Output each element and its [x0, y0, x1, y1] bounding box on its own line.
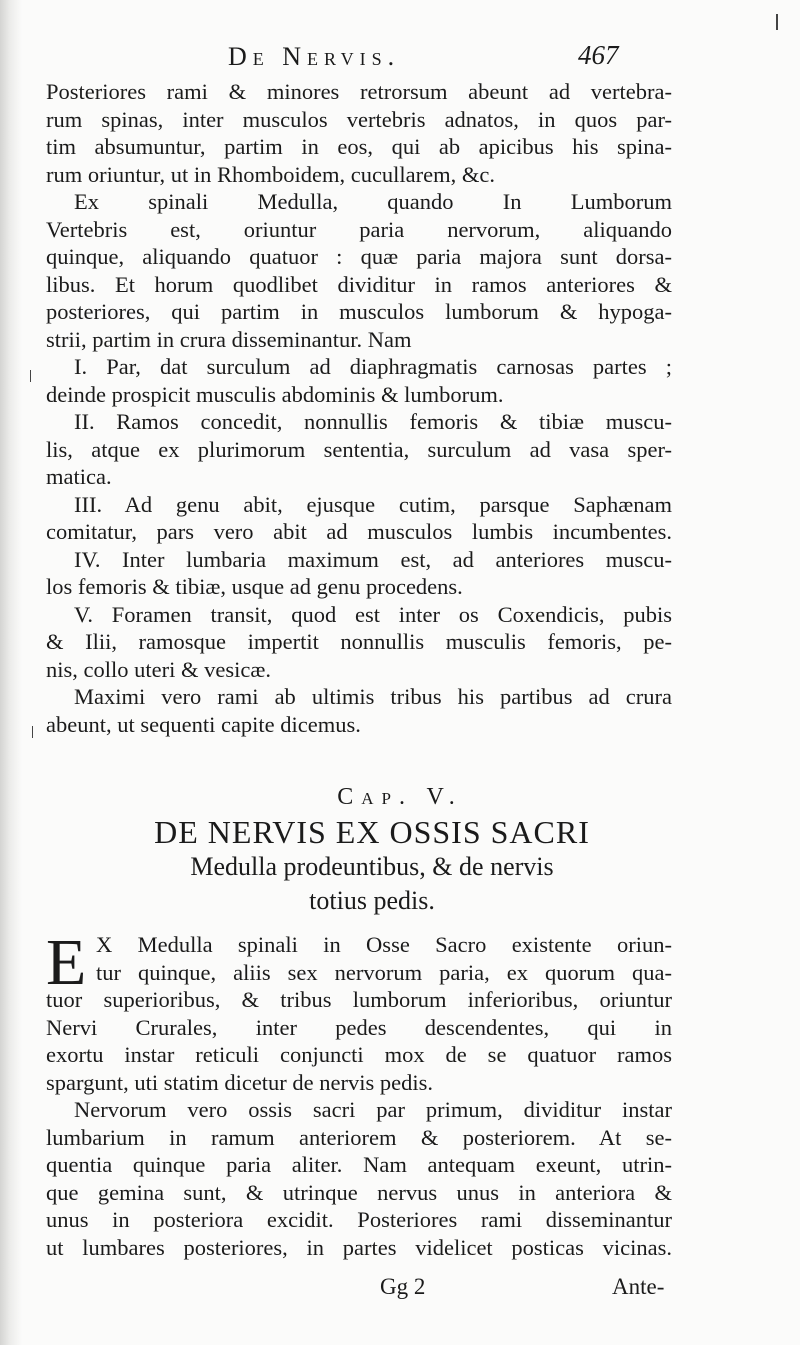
- chapter-subtitle-line-1: Medulla prodeuntibus, & de nervis: [190, 852, 554, 881]
- text-line: quentia quinque paria aliter. Nam antequam exeunt, utrin-: [46, 1152, 672, 1177]
- body-text-section-2: [46, 926, 672, 1261]
- text-line: unus in posteriora excidit. Posteriores rami disseminantur: [46, 1207, 672, 1232]
- text-line: que gemina sunt, & utrinque nervus unus in anteriora &: [46, 1179, 672, 1205]
- text-line: lis, atque ex plurimorum sententia, surculum ad vasa sper-: [46, 436, 672, 462]
- chapter-title: DE NERVIS EX OSSIS SACRI: [154, 814, 590, 850]
- text-line: V. Foramen transit, quod est inter os Coxendicis, pubis: [74, 601, 672, 627]
- text-line: los femoris & tibiæ, usque ad genu procedens.: [46, 574, 463, 599]
- text-line: comitatur, pars vero abit ad musculos lumbis incumbentes.: [46, 519, 672, 544]
- text-line: posteriores, qui partim in musculos lumborum & hypoga-: [46, 299, 672, 324]
- body-text-section-1: [46, 78, 672, 738]
- signature-mark: Gg 2: [380, 1274, 426, 1299]
- text-line: quinque, aliquando quatuor : quæ paria majora sunt dorsa-: [46, 244, 672, 269]
- text-line: nis, collo uteri & vesicæ.: [46, 656, 271, 682]
- text-line: II. Ramos concedit, nonnullis femoris & tibiæ muscu-: [74, 409, 672, 434]
- text-line: rum spinas, inter musculos vertebris adnatos, in quos par-: [46, 106, 672, 132]
- text-line: rum oriuntur, ut in Rhomboidem, cucullarem, &c.: [46, 161, 496, 187]
- text-line: Maximi vero rami ab ultimis tribus his partibus ad crura: [74, 684, 672, 709]
- text-line: spargunt, uti statim dicetur de nervis pedis.: [46, 1069, 434, 1095]
- text-line: lumbarium in ramum anteriorem & posteriorem. At se-: [46, 1124, 672, 1150]
- drop-cap: E: [46, 926, 87, 999]
- margin-speck: [776, 14, 778, 30]
- text-line: exortu instar reticuli conjuncti mox de se quatuor ramos: [46, 1042, 672, 1067]
- text-line: tim absumuntur, partim in eos, qui ab apicibus his spina-: [46, 134, 672, 159]
- margin-speck: [32, 726, 33, 738]
- text-line: ut lumbares posteriores, in partes videlicet posticas vicinas.: [46, 1234, 672, 1260]
- page-header: [0, 34, 800, 78]
- text-line: I. Par, dat surculum ad diaphragmatis carnosas partes ;: [74, 354, 672, 379]
- text-line: abeunt, ut sequenti capite dicemus.: [46, 711, 361, 737]
- text-line: tur quinque, aliis sex nervorum paria, ex quorum qua-: [96, 959, 672, 985]
- text-line: & Ilii, ramosque impertit nonnullis musculis femoris, pe-: [46, 629, 672, 654]
- text-line: Ex spinali Medulla, quando In Lumborum: [74, 189, 672, 214]
- text-line: matica.: [46, 464, 112, 489]
- text-line: III. Ad genu abit, ejusque cutim, parsque Saphænam: [74, 491, 672, 517]
- text-line: strii, partim in crura disseminantur. Nam: [46, 326, 412, 352]
- text-line: Posteriores rami & minores retrorsum abeunt ad vertebra-: [46, 79, 672, 104]
- chapter-label: Cap. V.: [337, 784, 463, 810]
- margin-speck: [30, 370, 31, 382]
- text-line: tuor superioribus, & tribus lumborum inferioribus, oriuntur: [46, 987, 672, 1012]
- text-line: Nervi Crurales, inter pedes descendentes, qui in: [46, 1014, 672, 1040]
- chapter-subtitle: [62, 850, 682, 918]
- text-line: IV. Inter lumbaria maximum est, ad anteriores muscu-: [74, 546, 672, 572]
- text-line: Vertebris est, oriuntur paria nervorum, aliquando: [46, 216, 672, 242]
- text-line: deinde prospicit musculis abdominis & lumborum.: [46, 381, 504, 407]
- page-number: 467: [578, 40, 619, 70]
- text-line: libus. Et horum quodlibet dividitur in ramos anteriores &: [46, 271, 672, 297]
- catchword: Ante-: [612, 1274, 665, 1299]
- page-footer: [0, 1274, 800, 1308]
- text-line: Nervorum vero ossis sacri par primum, dividitur instar: [74, 1097, 672, 1122]
- chapter-subtitle-line-2: totius pedis.: [309, 886, 435, 915]
- binding-shadow: [0, 0, 22, 1345]
- running-head: De Nervis.: [228, 42, 401, 71]
- text-line: X Medulla spinali in Osse Sacro existente oriun-: [96, 932, 672, 957]
